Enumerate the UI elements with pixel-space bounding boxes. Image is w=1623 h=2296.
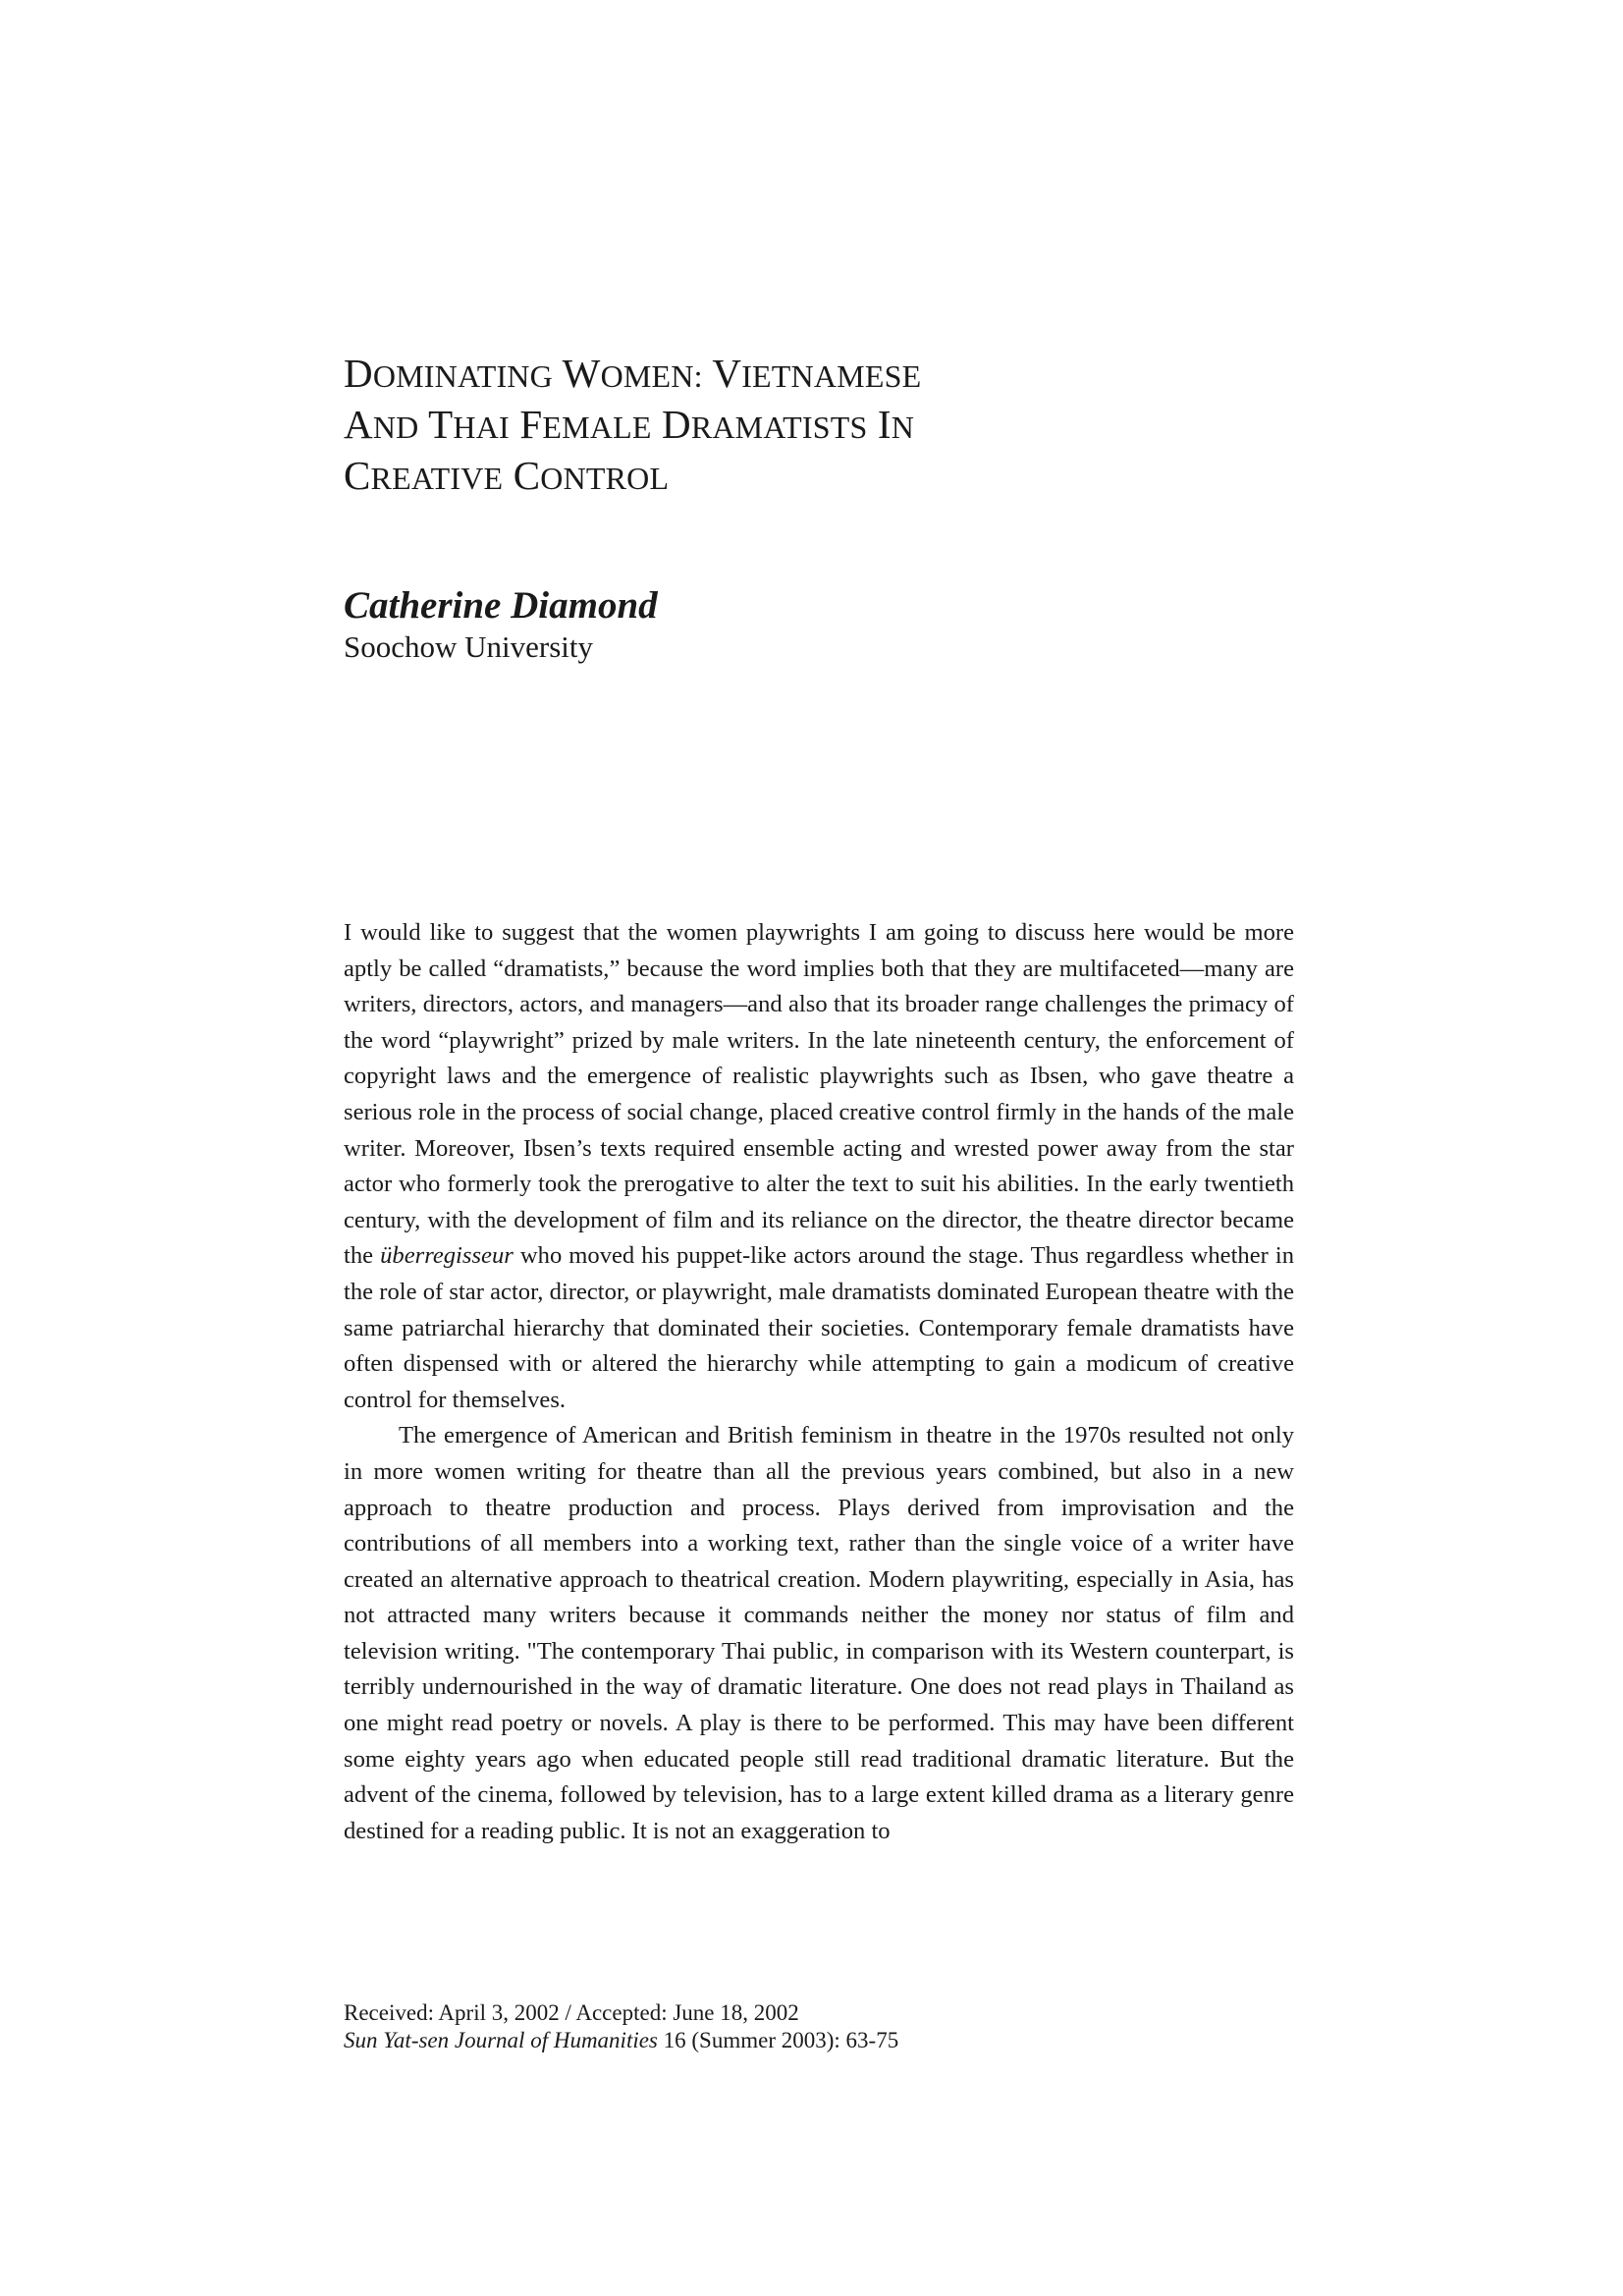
author-name: Catherine Diamond <box>344 584 658 627</box>
journal-citation <box>344 2027 898 2054</box>
paragraph-1 <box>344 915 1294 1418</box>
journal-volume-pages: 16 (Summer 2003): 63-75 <box>657 2028 899 2052</box>
publication-footer <box>344 1999 898 2054</box>
article-title <box>344 350 1306 503</box>
received-accepted-dates: Received: April 3, 2002 / Accepted: June 18, 2002 <box>344 2000 799 2025</box>
title-line-3: CREATIVE CONTROL <box>344 453 670 498</box>
title-line-2: AND THAI FEMALE DRAMATISTS IN <box>344 402 915 447</box>
article-body <box>344 915 1294 1849</box>
paragraph-1-text-b: who moved his puppet-like actors around the stage. Thus regardless whether in the role of star actor, director, or playwright, male dramatists dominated European theatre with the same patriarchal hierarchy that dominated their societies. Contemporary female dramatists have often dispensed with or altered the hierarchy while attempting to gain a modicum of creative control for themselves. <box>344 1242 1294 1413</box>
title-line-1: DOMINATING WOMEN: VIETNAMESE <box>344 351 922 396</box>
author-affiliation: Soochow University <box>344 629 594 664</box>
journal-name: Sun Yat-sen Journal of Humanities <box>344 2028 658 2052</box>
paragraph-1-italic-term: überregisseur <box>380 1242 514 1270</box>
paragraph-2: The emergence of American and British feminism in theatre in the 1970s resulted not only in more women writing for theatre than all the previous years combined, but also in a new approach to theatre production and process. Plays derived from improvisation and the contributions of all members into a working text, rather than the single voice of a writer have created an alternative approach to theatrical creation. Modern playwriting, especially in Asia, has not attracted many writers because it commands neither the money nor status of film and television writing. "The contemporary Thai public, in comparison with its Western counterpart, is terribly undernourished in the way of dramatic literature. One does not read plays in Thailand as one might read poetry or novels. A play is there to be performed. This may have been different some eighty years ago when educated people still read traditional dramatic literature. But the advent of the cinema, followed by television, has to a large extent killed drama as a literary genre destined for a reading public. It is not an exaggeration to <box>344 1422 1294 1844</box>
paragraph-1-text-a: I would like to suggest that the women playwrights I am going to discuss here would be more aptly be called “dramatists,” because the word implies both that they are multifaceted—many are writers, directors, actors, and managers—and also that its broader range challenges the primacy of the word “playwright” prized by male writers. In the late nineteenth century, the enforcement of copyright laws and the emergence of realistic playwrights such as Ibsen, who gave theatre a serious role in the process of social change, placed creative control firmly in the hands of the male writer. Moreover, Ibsen’s texts required ensemble acting and wrested power away from the star actor who formerly took the prerogative to alter the text to suit his abilities. In the early twentieth century, with the development of film and its reliance on the director, the theatre director became the <box>344 919 1294 1270</box>
